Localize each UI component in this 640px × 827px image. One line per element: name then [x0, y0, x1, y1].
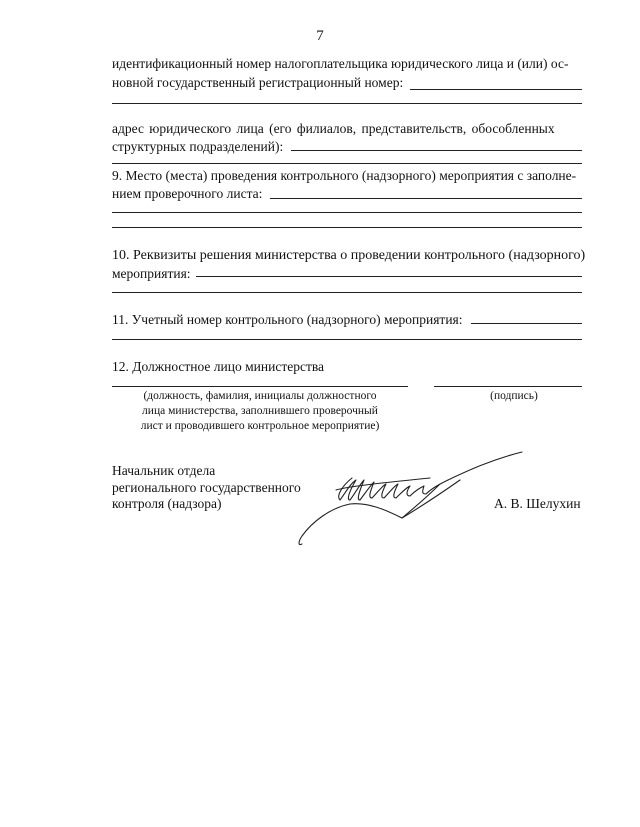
official-caption-line2: лица министерства, заполнившего проверочный — [142, 405, 378, 417]
signature-line — [434, 386, 582, 387]
item9-text-line2: нием проверочного листа: — [112, 186, 263, 201]
address-fill-line — [291, 150, 582, 151]
item10-text-line1: 10. Реквизиты решения министерства о проведении контрольного (надзорного) — [112, 248, 586, 263]
item11-text: 11. Учетный номер контрольного (надзорного) мероприятия: — [112, 312, 463, 327]
inn-fill-line-2 — [112, 103, 582, 104]
signer-name: А. В. Шелухин — [494, 496, 581, 511]
item10-text-line2: мероприятия: — [112, 266, 191, 281]
item9-fill-line-2 — [112, 212, 582, 213]
item12-text: 12. Должностное лицо министерства — [112, 359, 325, 374]
official-name-line — [112, 386, 408, 387]
inn-text-line1: идентификационный номер налогоплательщика юридического лица и (или) ос- — [112, 56, 569, 71]
item10-fill-line — [196, 276, 582, 277]
signature-caption: (подпись) — [490, 390, 538, 402]
official-caption-line3: лист и проводившего контрольное мероприятие) — [140, 420, 380, 432]
item10-fill-line-2 — [112, 292, 582, 293]
item11-fill-line — [471, 323, 582, 324]
handwritten-signature — [290, 450, 530, 550]
footer-title-line3: контроля (надзора) — [112, 496, 222, 511]
page-number: 7 — [316, 28, 324, 44]
item9-text-line1: 9. Место (места) проведения контрольного (надзорного) мероприятия с заполне- — [112, 168, 577, 183]
footer-title-line1: Начальник отдела — [112, 463, 216, 478]
official-caption-line1: (должность, фамилия, инициалы должностного — [143, 390, 377, 402]
inn-text-line2: новной государственный регистрационный номер: — [112, 75, 404, 90]
address-fill-line-2 — [112, 163, 582, 164]
item9-fill-line-3 — [112, 227, 582, 228]
item9-fill-line — [270, 198, 582, 199]
address-text-line2: структурных подразделений): — [112, 139, 284, 154]
item11-fill-line-2 — [112, 339, 582, 340]
footer-title-line2: регионального государственного — [112, 480, 301, 495]
inn-fill-line — [410, 89, 582, 90]
address-text-line1: адрес юридического лица (его филиалов, представительств, обособленных — [112, 121, 555, 136]
